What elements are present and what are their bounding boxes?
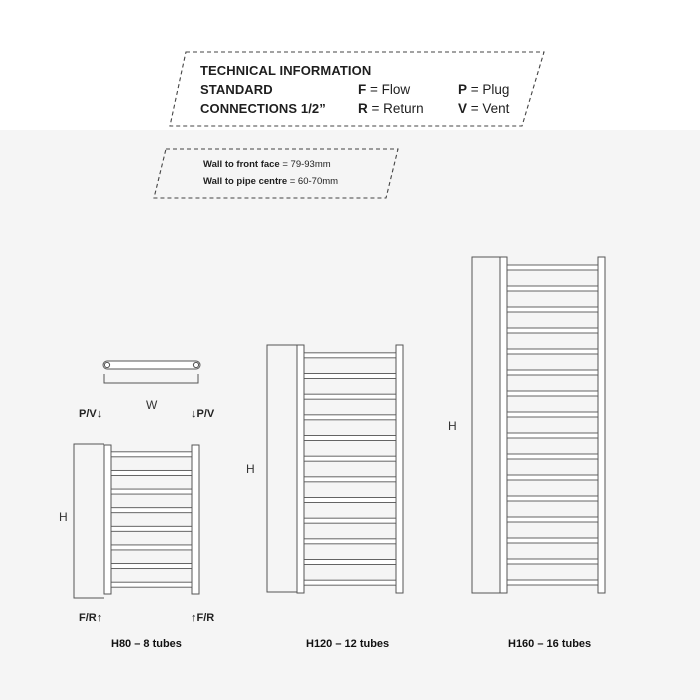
width-label: W bbox=[146, 398, 158, 412]
height-label-h80: H bbox=[59, 510, 68, 524]
connection-top-left: P/V↓ bbox=[79, 408, 103, 420]
radiator-tube bbox=[507, 433, 598, 438]
legend-flow: F = Flow bbox=[358, 82, 411, 97]
height-label-h160: H bbox=[448, 419, 457, 433]
radiator-tube bbox=[304, 518, 396, 523]
radiator-tube bbox=[304, 353, 396, 358]
radiator-h80 bbox=[104, 445, 199, 594]
radiator-tube bbox=[111, 470, 192, 475]
caption-h80: H80 – 8 tubes bbox=[111, 638, 182, 650]
radiator-tube bbox=[304, 415, 396, 420]
radiator-tube bbox=[507, 517, 598, 522]
radiator-tube bbox=[304, 374, 396, 379]
radiator-tube bbox=[111, 564, 192, 569]
radiator-tube bbox=[507, 559, 598, 564]
caption-h160: H160 – 16 tubes bbox=[508, 638, 592, 650]
radiator-tube bbox=[304, 539, 396, 544]
legend-return: R = Return bbox=[358, 101, 424, 116]
legend-vent: V = Vent bbox=[458, 101, 510, 116]
wall-info-box bbox=[154, 149, 398, 198]
radiator-left-rail bbox=[297, 345, 304, 593]
tech-info-heading: TECHNICAL INFORMATION bbox=[200, 63, 372, 78]
wall-pipe-centre: Wall to pipe centre = 60-70mm bbox=[203, 176, 339, 187]
radiator-tube bbox=[507, 370, 598, 375]
radiator-tube bbox=[304, 456, 396, 461]
radiator-left-rail bbox=[500, 257, 507, 593]
radiator-tube bbox=[507, 307, 598, 312]
radiator-tube bbox=[507, 412, 598, 417]
radiator-tube bbox=[507, 265, 598, 270]
radiator-tube bbox=[111, 452, 192, 457]
radiator-tube bbox=[304, 436, 396, 441]
tech-info-connections: CONNECTIONS 1/2” bbox=[200, 101, 326, 116]
radiator-tube bbox=[111, 526, 192, 531]
radiator-tube bbox=[304, 477, 396, 482]
radiator-tube bbox=[507, 328, 598, 333]
radiator-right-rail bbox=[192, 445, 199, 594]
height-dimension-h160 bbox=[472, 257, 500, 593]
radiator-tube bbox=[507, 454, 598, 459]
radiator-h160 bbox=[500, 257, 605, 593]
tech-info-standard: STANDARD bbox=[200, 82, 273, 97]
radiator-left-rail bbox=[104, 445, 111, 594]
radiator-tube bbox=[507, 580, 598, 585]
width-dimension-line bbox=[104, 374, 198, 383]
radiator-tube bbox=[304, 394, 396, 399]
radiator-tube bbox=[507, 349, 598, 354]
radiator-tube bbox=[111, 582, 192, 587]
height-dimension-h120 bbox=[267, 345, 297, 592]
radiator-tube bbox=[111, 545, 192, 550]
wall-front-face: Wall to front face = 79-93mm bbox=[203, 159, 331, 170]
top-view-radiator bbox=[103, 361, 200, 369]
radiator-right-rail bbox=[396, 345, 403, 593]
radiator-right-rail bbox=[598, 257, 605, 593]
height-label-h120: H bbox=[246, 462, 255, 476]
radiator-tube bbox=[111, 489, 192, 494]
height-dimension-h80 bbox=[74, 444, 104, 598]
radiator-tube bbox=[507, 391, 598, 396]
connection-top-right: ↓P/V bbox=[191, 408, 215, 420]
legend-plug: P = Plug bbox=[458, 82, 510, 97]
radiator-tube bbox=[507, 496, 598, 501]
radiator-tube bbox=[111, 508, 192, 513]
radiator-tube bbox=[304, 498, 396, 503]
radiator-tube bbox=[304, 560, 396, 565]
caption-h120: H120 – 12 tubes bbox=[306, 638, 390, 650]
radiator-tube bbox=[304, 580, 396, 585]
radiator-h120 bbox=[297, 345, 403, 593]
radiator-tube bbox=[507, 538, 598, 543]
radiator-tube bbox=[507, 286, 598, 291]
connection-bottom-right: ↑F/R bbox=[191, 612, 215, 624]
radiator-tube bbox=[507, 475, 598, 480]
connection-bottom-left: F/R↑ bbox=[79, 612, 103, 624]
